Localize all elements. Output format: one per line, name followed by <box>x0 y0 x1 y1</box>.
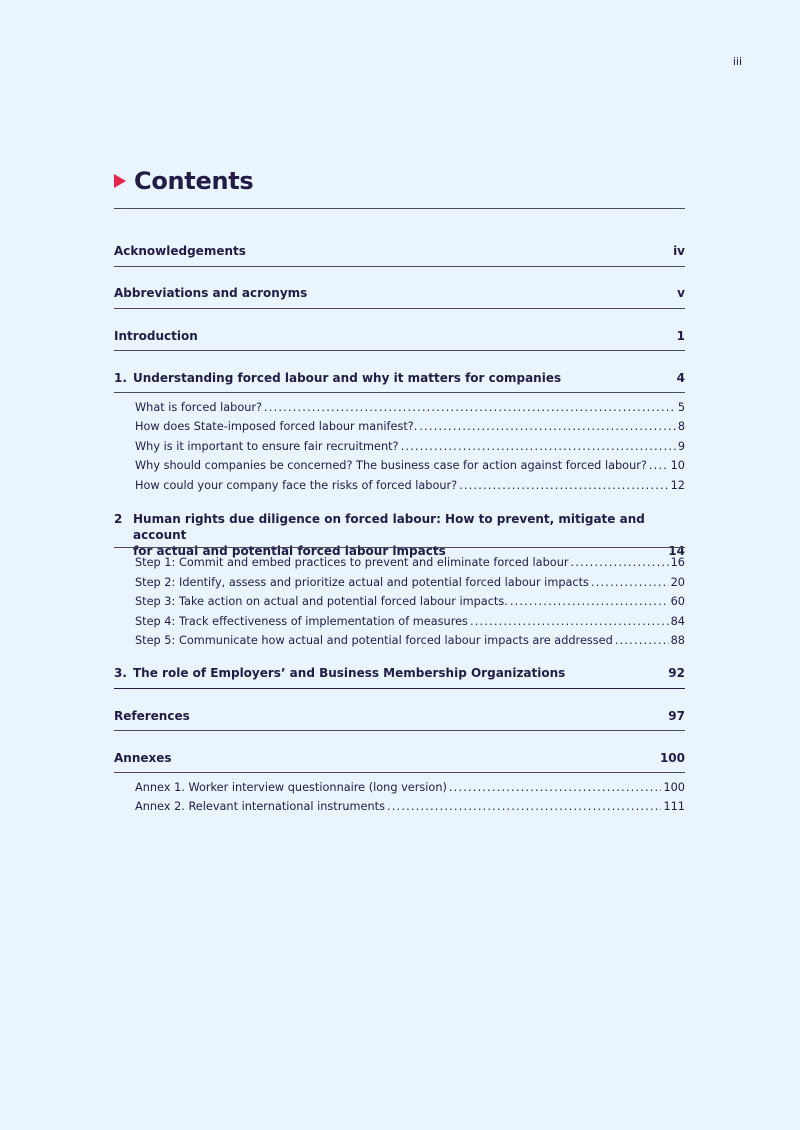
toc-subentry-label: What is forced labour? <box>135 401 263 414</box>
divider <box>114 688 685 689</box>
step-label: Step 1: <box>135 556 176 569</box>
toc-subentry-label: Why should companies be concerned? The business case for action against forced labour? <box>135 459 647 472</box>
toc-entry-label: Understanding forced labour and why it matters for companies <box>133 371 562 385</box>
dot-leader <box>649 458 669 474</box>
toc-entry-label: The role of Employers’ and Business Membership Organizations <box>133 666 566 680</box>
dot-leader <box>401 439 676 455</box>
dot-leader <box>387 799 661 815</box>
toc-entry-page: 100 <box>659 751 685 765</box>
toc-entry-label: Abbreviations and acronyms <box>114 286 308 300</box>
chapter-number: 2 <box>114 512 123 526</box>
toc-entry-label: Annexes <box>114 751 172 765</box>
toc-subentry[interactable] <box>135 458 685 474</box>
toc-subentry-page: 12 <box>670 479 685 492</box>
toc-subentry-page: 88 <box>670 634 685 647</box>
triangle-bullet-icon <box>114 174 126 188</box>
toc-entry-label: References <box>114 709 190 723</box>
toc-entry-chapter-3[interactable] <box>114 665 685 681</box>
toc-entry-label: Introduction <box>114 329 198 343</box>
divider <box>114 208 685 209</box>
dot-leader <box>449 780 662 796</box>
toc-subentry[interactable] <box>135 614 685 630</box>
toc-subentry[interactable] <box>135 419 685 435</box>
divider <box>114 730 685 731</box>
toc-subentry-page: 9 <box>677 440 685 453</box>
step-label: Step 4: <box>135 615 176 628</box>
step-label: Step 5: <box>135 634 176 647</box>
toc-subentry[interactable] <box>135 478 685 494</box>
toc-subentry-page: 5 <box>677 401 685 414</box>
chapter-number: 1. <box>114 371 127 385</box>
toc-subentry-label: Annex 2. Relevant international instruments <box>135 800 385 813</box>
toc-subentry-label: Commit and embed practices to prevent and eliminate forced labour <box>179 556 569 569</box>
toc-subentry[interactable] <box>135 799 685 815</box>
chapter-number: 3. <box>114 666 127 680</box>
divider <box>114 392 685 393</box>
toc-subentry-page: 8 <box>677 420 685 433</box>
step-label: Step 2: <box>135 576 176 589</box>
toc-entry-references[interactable] <box>114 708 685 724</box>
toc-subentry[interactable] <box>135 633 685 649</box>
toc-subentry-page: 100 <box>663 781 685 794</box>
dot-leader <box>419 419 675 435</box>
step-label: Step 3: <box>135 595 176 608</box>
toc-entry-page: 92 <box>668 666 685 680</box>
dot-leader <box>459 478 668 494</box>
toc-subentry-label: Why is it important to ensure fair recruitment? <box>135 440 399 453</box>
dot-leader <box>510 594 669 610</box>
toc-entry-label-line-2: for actual and potential forced labour impacts <box>133 544 446 558</box>
toc-subentry-page: 10 <box>670 459 685 472</box>
toc-entry-page: 4 <box>676 371 685 385</box>
toc-subentry[interactable] <box>135 439 685 455</box>
toc-subentry[interactable] <box>135 780 685 796</box>
toc-entry-acknowledgements[interactable] <box>114 243 685 259</box>
toc-subentry-label: Communicate how actual and potential forced labour impacts are addressed <box>179 634 613 647</box>
toc-entry-chapter-2[interactable] <box>114 511 685 559</box>
toc-entry-label: Acknowledgements <box>114 244 246 258</box>
toc-entry-annexes[interactable] <box>114 750 685 766</box>
toc-subentry-page: 111 <box>663 800 685 813</box>
dot-leader <box>591 575 669 591</box>
toc-subentry[interactable] <box>135 594 685 610</box>
toc-subentry-page: 84 <box>670 615 685 628</box>
page-title: Contents <box>134 167 254 195</box>
toc-entry-page: 1 <box>676 329 685 343</box>
toc-subentry-label: How could your company face the risks of forced labour? <box>135 479 458 492</box>
page-number: iii <box>732 55 742 68</box>
divider <box>114 772 685 773</box>
toc-subentry-label: Identify, assess and prioritize actual and potential forced labour impacts <box>179 576 589 589</box>
toc-entry-page: 97 <box>668 709 685 723</box>
toc-subentry-page: 20 <box>670 576 685 589</box>
toc-subentry-label: Annex 1. Worker interview questionnaire (long version) <box>135 781 447 794</box>
toc-entry-introduction[interactable] <box>114 328 685 344</box>
toc-entry-chapter-1[interactable] <box>114 370 685 386</box>
toc-entry-page: v <box>677 286 685 300</box>
divider <box>114 350 685 351</box>
toc-subentry[interactable] <box>135 555 685 571</box>
toc-entry-page: 14 <box>668 544 685 558</box>
dot-leader <box>571 555 669 571</box>
toc-subentry-page: 16 <box>670 556 685 569</box>
dot-leader <box>470 614 669 630</box>
toc-entry-abbreviations[interactable] <box>114 285 685 301</box>
contents-heading <box>114 166 685 196</box>
toc-subentry[interactable] <box>135 575 685 591</box>
toc-subentry-label: How does State-imposed forced labour manifest?. <box>135 420 418 433</box>
divider <box>114 266 685 267</box>
divider <box>114 308 685 309</box>
toc-entry-label-line-1: Human rights due diligence on forced labour: How to prevent, mitigate and account <box>133 512 645 542</box>
toc-entry-page: iv <box>673 244 685 258</box>
divider <box>114 547 685 548</box>
toc-subentry-page: 60 <box>670 595 685 608</box>
toc-subentry-label: Track effectiveness of implementation of measures <box>179 615 468 628</box>
toc-subentry[interactable] <box>135 400 685 416</box>
dot-leader <box>615 633 669 649</box>
toc-subentry-label: Take action on actual and potential forced labour impacts. <box>179 595 508 608</box>
dot-leader <box>264 400 676 416</box>
